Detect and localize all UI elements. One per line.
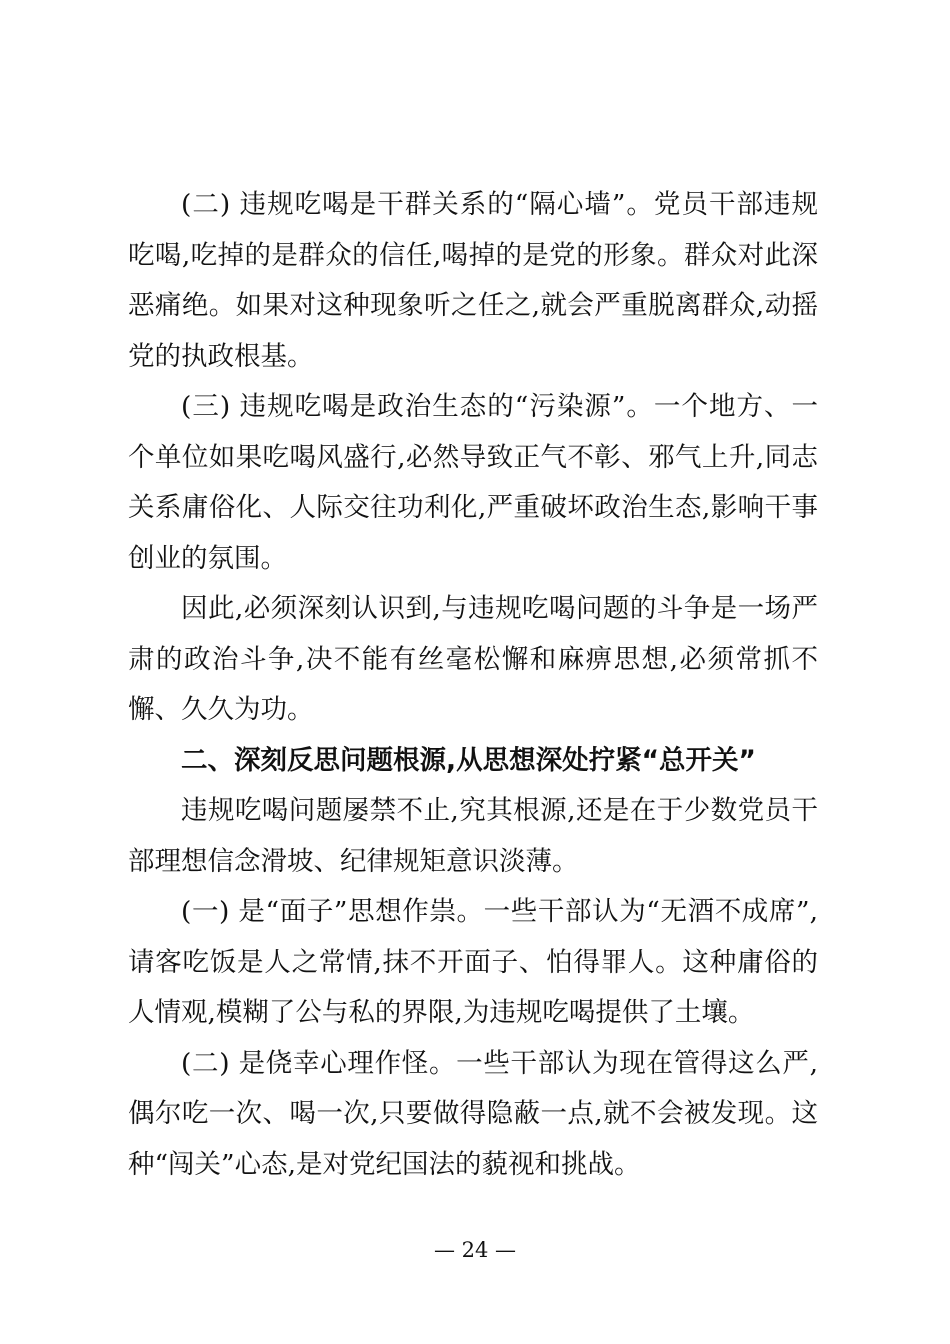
document-body: [128, 180, 818, 1190]
paragraph-conclusion: 因此,必须深刻认识到,与违规吃喝问题的斗争是一场严肃的政治斗争,决不能有丝毫松懈和麻痹思想,必须常抓不懈、久久为功。: [128, 593, 818, 725]
section-heading: 二、深刻反思问题根源,从思想深处拧紧“总开关”: [181, 744, 756, 776]
paragraph-root-cause: 违规吃喝问题屡禁不止,究其根源,还是在于少数党员干部理想信念滑坡、纪律规矩意识淡薄。: [128, 795, 818, 877]
paragraph-gaps-relations: (二) 违规吃喝是干群关系的“隔心墙”。党员干部违规吃喝,吃掉的是群众的信任,喝掉的是党的形象。群众对此深恶痛绝。如果对这种现象听之任之,就会严重脱离群众,动摇党的执政根基。: [128, 189, 818, 372]
paragraph-face-mentality: (一) 是“面子”思想作祟。一些干部认为“无酒不成席”,请客吃饭是人之常情,抹不开面子、怕得罪人。这种庸俗的人情观,模糊了公与私的界限,为违规吃喝提供了土壤。: [128, 896, 818, 1028]
paragraph-luck-mentality: (二) 是侥幸心理作怪。一些干部认为现在管得这么严,偶尔吃一次、喝一次,只要做得隐蔽一点,就不会被发现。这种“闯关”心态,是对党纪国法的藐视和挑战。: [128, 1047, 818, 1180]
paragraph-political-ecology: (三) 违规吃喝是政治生态的“污染源”。一个地方、一个单位如果吃喝风盛行,必然导致正气不彰、邪气上升,同志关系庸俗化、人际交往功利化,严重破坏政治生态,影响干事创业的氛围。: [128, 391, 818, 574]
page-number: — 24 —: [433, 1238, 517, 1262]
